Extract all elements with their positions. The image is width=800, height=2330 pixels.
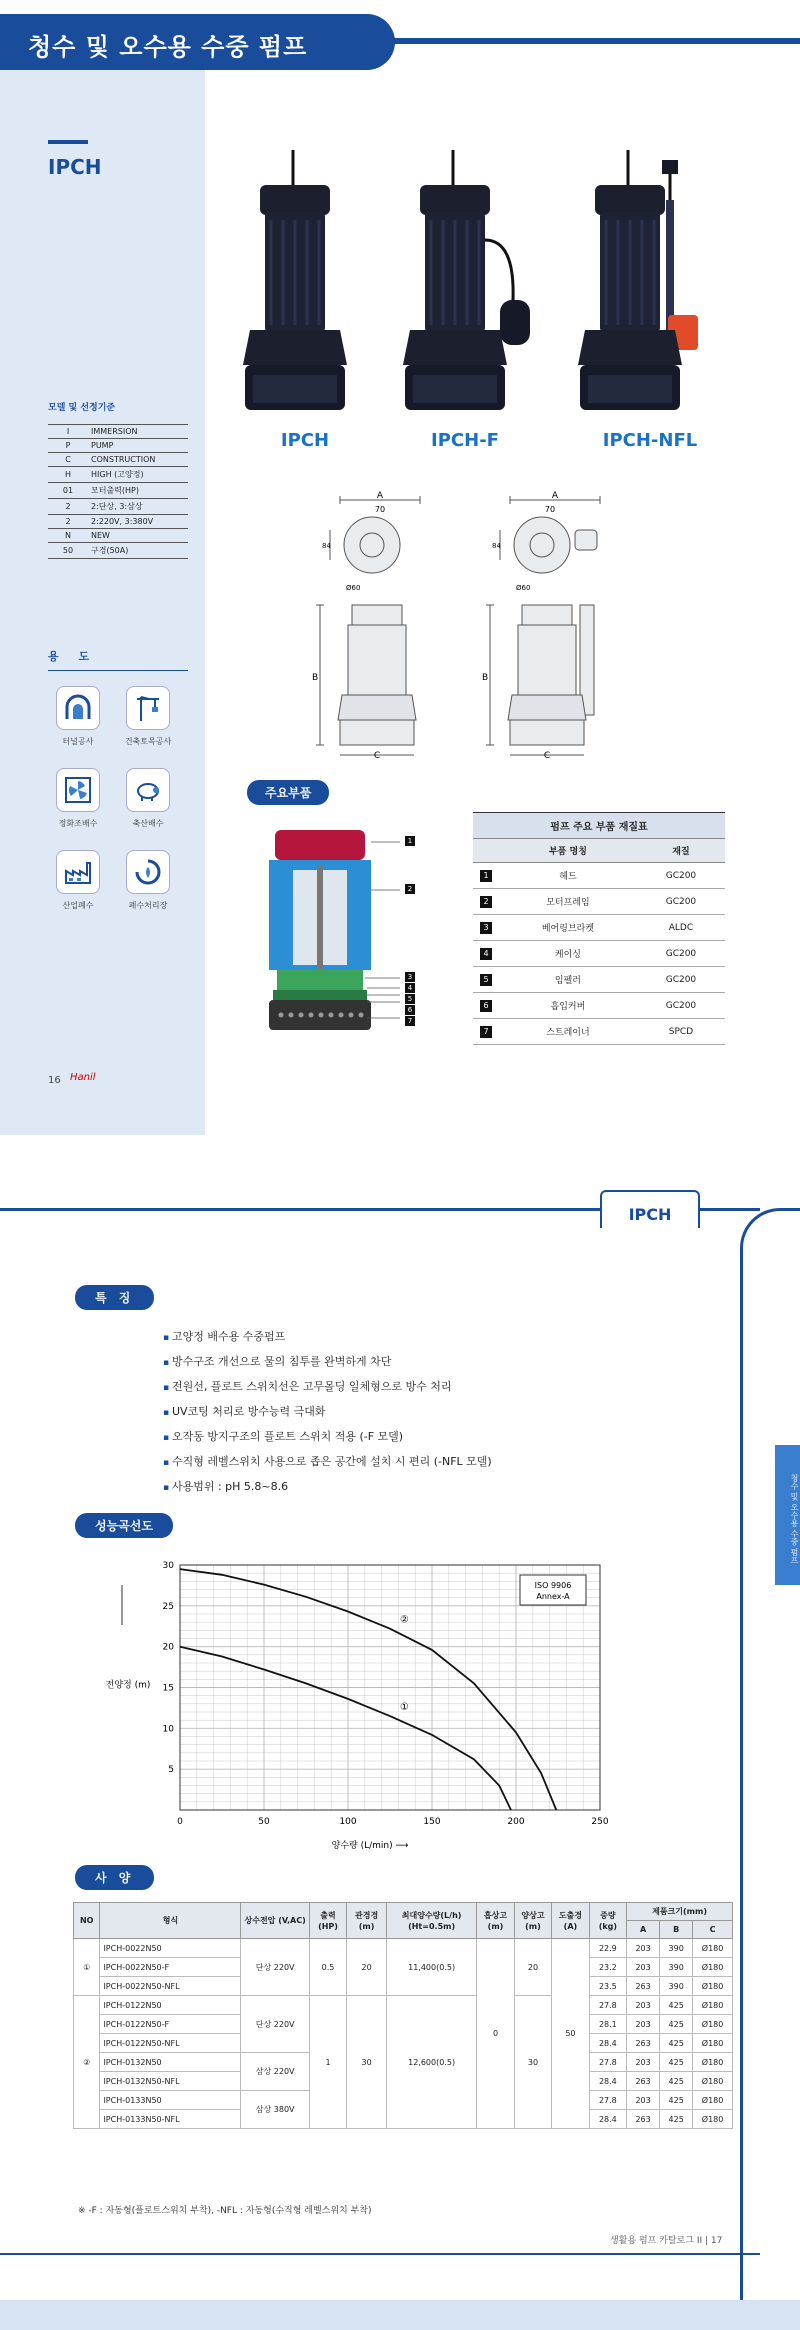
spec-head-cell: 30 xyxy=(514,1996,551,2129)
model-heading: IPCH xyxy=(48,155,102,179)
pump-label-ipch-nfl: IPCH-NFL xyxy=(602,430,698,451)
spec-weight-cell: 27.8 xyxy=(589,2053,626,2072)
y-axis-label: 전양정 (m) xyxy=(105,1680,151,1691)
dimension-drawing-ipch-nfl xyxy=(480,490,640,760)
pump-ipch-nfl-image xyxy=(570,150,690,420)
use-label: 건축토목공사 xyxy=(124,737,172,746)
dim-label-phi60: Ø60 xyxy=(516,584,531,592)
spec-weight-cell: 27.8 xyxy=(589,1996,626,2015)
x-tick-label: 200 xyxy=(507,1817,525,1827)
spec-current-cell: 50 xyxy=(552,1939,589,2129)
y-tick-label: 30 xyxy=(162,1561,174,1571)
part-material-cell: GC200 xyxy=(637,941,725,967)
features-list xyxy=(163,1325,492,1500)
dim-label-b: B xyxy=(482,673,489,683)
spec-flow-cell: 12,600(0.5) xyxy=(386,1996,476,2129)
spec-model-cell: IPCH-0122N50 xyxy=(100,1996,241,2015)
code-table-row xyxy=(48,515,188,529)
x-tick-label: 250 xyxy=(591,1817,609,1827)
parts-table-head-no xyxy=(473,839,499,863)
spec-no-cell: ② xyxy=(74,1996,100,2129)
spec-model-cell: IPCH-0122N50-F xyxy=(100,2015,241,2034)
x-axis-label: 양수량 (L/min) ⟶ xyxy=(331,1841,409,1850)
spec-table xyxy=(73,1902,733,2129)
spec-dim-c-cell: Ø180 xyxy=(693,2053,733,2072)
use-label: 산업폐수 xyxy=(62,901,94,910)
spec-table-row xyxy=(74,1996,733,2015)
code-table-row xyxy=(48,425,188,439)
spec-head-weight: 중량 (kg) xyxy=(589,1903,626,1939)
meaning-cell: PUMP xyxy=(88,439,188,453)
part-name-cell: 임펠러 xyxy=(499,967,637,993)
footer-line xyxy=(0,2253,760,2255)
series-line-2 xyxy=(180,1569,556,1810)
part-name-cell: 케이싱 xyxy=(499,941,637,967)
part-number-badge: 6 xyxy=(480,1000,492,1012)
part-no-cell xyxy=(473,889,499,915)
parts-table-head-material: 재질 xyxy=(637,839,725,863)
part-number-marker: 6 xyxy=(405,1005,415,1015)
spec-no-cell: ① xyxy=(74,1939,100,1996)
spec-head-power: 상수전압 (V,AC) xyxy=(241,1903,309,1939)
spec-dim-a-cell: 263 xyxy=(627,1977,660,1996)
curve-pill: 성능곡선도 xyxy=(75,1513,173,1538)
use-label: 축산배수 xyxy=(132,819,164,828)
dim-label-c: C xyxy=(373,751,381,760)
spec-dim-c-cell: Ø180 xyxy=(693,2034,733,2053)
use-label: 정화조배수 xyxy=(58,819,98,828)
part-no-cell xyxy=(473,967,499,993)
annotation-text: ISO 9906 xyxy=(534,1581,572,1590)
spec-dim-a-cell: 263 xyxy=(627,2110,660,2129)
meaning-cell: 2:220V, 3:380V xyxy=(88,515,188,529)
spec-note: ※ -F : 자동형(플로트스위치 부착), -NFL : 자동형(수직형 레벨스위치 부착) xyxy=(78,2206,372,2216)
spec-head-no: NO xyxy=(74,1903,100,1939)
code-table-row xyxy=(48,543,188,559)
pump-cutaway-image xyxy=(255,820,405,1050)
spec-dim-b-cell: 390 xyxy=(660,1977,693,1996)
code-cell: I xyxy=(48,425,88,439)
x-tick-label: 100 xyxy=(339,1817,357,1827)
spec-dim-a-cell: 203 xyxy=(627,2053,660,2072)
spec-head-suction: 흡상고 (m) xyxy=(477,1903,514,1939)
meaning-cell: CONSTRUCTION xyxy=(88,453,188,467)
meaning-cell: 2:단상, 3:삼상 xyxy=(88,499,188,515)
meaning-cell: IMMERSION xyxy=(88,425,188,439)
spec-weight-cell: 23.2 xyxy=(589,1958,626,1977)
use-label: 폐수처리장 xyxy=(128,901,168,910)
spec-power-cell: 삼상 380V xyxy=(241,2091,309,2129)
part-no-cell xyxy=(473,941,499,967)
catalog-page-16 xyxy=(0,0,800,1135)
spec-dim-c-cell: Ø180 xyxy=(693,1977,733,1996)
spec-dim-b-cell: 425 xyxy=(660,2015,693,2034)
spec-dim-c-cell: Ø180 xyxy=(693,2110,733,2129)
spec-model-cell: IPCH-0122N50-NFL xyxy=(100,2034,241,2053)
spec-dim-b-cell: 425 xyxy=(660,2110,693,2129)
spec-dim-b-cell: 425 xyxy=(660,2091,693,2110)
part-number-marker: 5 xyxy=(405,994,415,1004)
pump-ipch-image xyxy=(235,150,355,420)
spec-weight-cell: 28.4 xyxy=(589,2110,626,2129)
meaning-cell: 모터출력(HP) xyxy=(88,483,188,499)
spec-dim-b-cell: 425 xyxy=(660,2072,693,2091)
feature-item: ▪ 방수구조 개선으로 물의 침투를 완벽하게 차단 xyxy=(163,1350,492,1375)
dim-label-84: 84 xyxy=(322,542,331,550)
parts-table-title: 펌프 주요 부품 재질표 xyxy=(473,813,725,839)
spec-weight-cell: 27.8 xyxy=(589,2091,626,2110)
part-material-cell: GC200 xyxy=(637,889,725,915)
spec-table-row xyxy=(74,1939,733,1958)
parts-table-row xyxy=(473,889,725,915)
parts-table-row xyxy=(473,941,725,967)
part-name-cell: 모터프레임 xyxy=(499,889,637,915)
parts-table-row xyxy=(473,967,725,993)
features-pill: 특 징 xyxy=(75,1285,154,1310)
part-material-cell: GC200 xyxy=(637,967,725,993)
dim-label-phi60: Ø60 xyxy=(346,584,361,592)
use-title: 용 도 xyxy=(48,650,98,663)
spec-dim-c-cell: Ø180 xyxy=(693,2072,733,2091)
spec-model-cell: IPCH-0133N50-NFL xyxy=(100,2110,241,2129)
spec-weight-cell: 28.1 xyxy=(589,2015,626,2034)
spec-dim-b-cell: 390 xyxy=(660,1939,693,1958)
spec-weight-cell: 28.4 xyxy=(589,2034,626,2053)
part-number-badge: 2 xyxy=(480,896,492,908)
use-item-industrial xyxy=(48,850,108,940)
parts-table-row xyxy=(473,915,725,941)
meaning-cell: HIGH (고양정) xyxy=(88,467,188,483)
part-material-cell: GC200 xyxy=(637,863,725,889)
y-tick-label: 15 xyxy=(162,1683,174,1694)
part-material-cell: SPCD xyxy=(637,1019,725,1045)
spec-dim-b-cell: 425 xyxy=(660,2034,693,2053)
catalog-page-17 xyxy=(0,1145,800,2330)
part-no-cell xyxy=(473,863,499,889)
performance-chart xyxy=(100,1550,660,1850)
spec-weight-cell: 28.4 xyxy=(589,2072,626,2091)
spec-model-cell: IPCH-0132N50-NFL xyxy=(100,2072,241,2091)
spec-head-head: 양상고 (m) xyxy=(514,1903,551,1939)
spec-head-model: 형식 xyxy=(100,1903,241,1939)
spec-head-dims: 제품크기(mm) xyxy=(627,1903,733,1921)
left-column xyxy=(0,68,205,1135)
brand-logo: Hanil xyxy=(70,1072,96,1083)
pump-label-ipch: IPCH xyxy=(280,430,330,451)
spec-dim-a-cell: 263 xyxy=(627,2034,660,2053)
tunnel-icon xyxy=(56,686,100,730)
part-name-cell: 흡입커버 xyxy=(499,993,637,1019)
frame-curve xyxy=(740,1208,800,2330)
feature-item: ▪ UV코팅 처리로 방수능력 극대화 xyxy=(163,1400,492,1425)
pump-ipch-f-image xyxy=(395,150,515,420)
dim-label-70: 70 xyxy=(374,505,386,514)
model-accent-line xyxy=(48,140,88,144)
y-tick-label: 10 xyxy=(162,1724,174,1735)
spec-dim-c-cell: Ø180 xyxy=(693,1996,733,2015)
part-number-badge: 5 xyxy=(480,974,492,986)
spec-pill: 사 양 xyxy=(75,1865,154,1890)
dim-label-c: C xyxy=(543,751,551,760)
spec-dim-a-cell: 203 xyxy=(627,1996,660,2015)
feature-item: ▪ 사용범위 : pH 5.8~8.6 xyxy=(163,1475,492,1500)
model-tab-label: IPCH xyxy=(628,1205,672,1224)
page-number: 16 xyxy=(48,1075,61,1086)
use-item-construction xyxy=(118,686,178,776)
spec-dim-b-cell: 425 xyxy=(660,2053,693,2072)
spec-head-current: 도출경 (A) xyxy=(552,1903,589,1939)
spec-power-cell: 삼상 220V xyxy=(241,2053,309,2091)
pump-label-ipch-f: IPCH-F xyxy=(431,430,499,451)
meaning-cell: 구경(50A) xyxy=(88,543,188,559)
dim-label-70: 70 xyxy=(544,505,556,514)
part-name-cell: 베어링브라켓 xyxy=(499,915,637,941)
spec-dim-a-cell: 203 xyxy=(627,2091,660,2110)
parts-table xyxy=(473,812,725,1045)
part-number-marker: 7 xyxy=(405,1016,415,1026)
code-cell: C xyxy=(48,453,88,467)
part-number-badge: 1 xyxy=(480,870,492,882)
code-cell: 01 xyxy=(48,483,88,499)
spec-head-c: C xyxy=(693,1921,733,1939)
feature-item: ▪ 전원선, 플로트 스위치선은 고무몰딩 일체형으로 방수 처리 xyxy=(163,1375,492,1400)
footer-text: 생활용 펌프 카탈로그 II | 17 xyxy=(610,2236,723,2246)
code-cell: H xyxy=(48,467,88,483)
dim-label-a: A xyxy=(376,491,384,501)
part-number-marker: 1 xyxy=(405,836,415,846)
dim-label-b: B xyxy=(312,673,319,683)
code-table xyxy=(48,424,188,559)
use-item-septic xyxy=(48,768,108,858)
use-item-livestock xyxy=(118,768,178,858)
part-no-cell xyxy=(473,915,499,941)
code-table-row xyxy=(48,439,188,453)
use-item-tunnel xyxy=(48,686,108,776)
parts-table-row xyxy=(473,993,725,1019)
spec-power-cell: 단상 220V xyxy=(241,1996,309,2053)
use-item-wastewater xyxy=(118,850,178,940)
code-table-row xyxy=(48,529,188,543)
part-number-badge: 3 xyxy=(480,922,492,934)
code-table-row xyxy=(48,483,188,499)
dim-label-a: A xyxy=(551,491,559,501)
code-cell: N xyxy=(48,529,88,543)
spec-weight-cell: 22.9 xyxy=(589,1939,626,1958)
x-tick-label: 0 xyxy=(177,1817,183,1827)
spec-head-maxflow: 최대양수량(L/h) (Ht=0.5m) xyxy=(386,1903,476,1939)
code-cell: 50 xyxy=(48,543,88,559)
spec-model-cell: IPCH-0022N50-F xyxy=(100,1958,241,1977)
pig-icon xyxy=(126,768,170,812)
parts-pill: 주요부품 xyxy=(247,780,329,805)
use-label: 터널공사 xyxy=(62,737,94,746)
spec-dim-a-cell: 203 xyxy=(627,2015,660,2034)
x-tick-label: 50 xyxy=(258,1817,270,1827)
meaning-cell: NEW xyxy=(88,529,188,543)
spec-model-cell: IPCH-0022N50 xyxy=(100,1939,241,1958)
spec-dim-c-cell: Ø180 xyxy=(693,1939,733,1958)
annotation-text: Annex-A xyxy=(536,1592,570,1601)
part-name-cell: 스트레이너 xyxy=(499,1019,637,1045)
spec-dim-b-cell: 425 xyxy=(660,1996,693,2015)
y-tick-label: 20 xyxy=(162,1642,174,1653)
dimension-drawing-ipch xyxy=(310,490,460,760)
y-tick-label: 5 xyxy=(168,1765,174,1776)
part-number-badge: 7 xyxy=(480,1026,492,1038)
spec-head-output: 출력 (HP) xyxy=(309,1903,346,1939)
spec-dim-c-cell: Ø180 xyxy=(693,1958,733,1977)
series-label-2: ② xyxy=(400,1614,409,1626)
feature-item: ▪ 오작동 방지구조의 플로트 스위치 적용 (-F 모델) xyxy=(163,1425,492,1450)
code-table-row xyxy=(48,467,188,483)
crane-icon xyxy=(126,686,170,730)
factory-icon xyxy=(56,850,100,894)
spec-output-cell: 1 xyxy=(309,1996,346,2129)
spec-dim-c-cell: Ø180 xyxy=(693,2091,733,2110)
fan-icon xyxy=(56,768,100,812)
x-tick-label: 150 xyxy=(423,1817,441,1827)
spec-suction-cell: 0 xyxy=(477,1939,514,2129)
parts-table-row xyxy=(473,1019,725,1045)
part-no-cell xyxy=(473,993,499,1019)
spec-head-b: B xyxy=(660,1921,693,1939)
performance-chart-svg xyxy=(100,1550,660,1850)
code-cell: P xyxy=(48,439,88,453)
part-no-cell xyxy=(473,1019,499,1045)
part-number-badge: 4 xyxy=(480,948,492,960)
spec-dim-a-cell: 263 xyxy=(627,2072,660,2091)
spec-flow-cell: 11,400(0.5) xyxy=(386,1939,476,1996)
recycle-icon xyxy=(126,850,170,894)
part-number-marker: 2 xyxy=(405,884,415,894)
page-title: 청수 및 오수용 수중 펌프 xyxy=(28,33,308,61)
part-material-cell: ALDC xyxy=(637,915,725,941)
spec-output-cell: 0.5 xyxy=(309,1939,346,1996)
part-number-marker: 3 xyxy=(405,972,415,982)
feature-item: ▪ 고양정 배수용 수중펌프 xyxy=(163,1325,492,1350)
parts-table-row xyxy=(473,863,725,889)
spec-weight-cell: 23.5 xyxy=(589,1977,626,1996)
spec-model-cell: IPCH-0132N50 xyxy=(100,2053,241,2072)
spec-dim-c-cell: Ø180 xyxy=(693,2015,733,2034)
part-name-cell: 헤드 xyxy=(499,863,637,889)
code-table-row xyxy=(48,453,188,467)
spec-head-bore: 관경경 (m) xyxy=(347,1903,387,1939)
part-number-marker: 4 xyxy=(405,983,415,993)
spec-head-cell: 20 xyxy=(514,1939,551,1996)
part-material-cell: GC200 xyxy=(637,993,725,1019)
code-table-row xyxy=(48,499,188,515)
code-table-title: 모델 및 선정기준 xyxy=(48,403,116,413)
footer-band xyxy=(0,2300,800,2330)
parts-table-head-name: 부품 명칭 xyxy=(499,839,637,863)
use-divider xyxy=(48,670,188,671)
side-tab: 청수 및 오수용 수중 펌프 xyxy=(775,1445,800,1585)
spec-model-cell: IPCH-0022N50-NFL xyxy=(100,1977,241,1996)
spec-model-cell: IPCH-0133N50 xyxy=(100,2091,241,2110)
spec-power-cell: 단상 220V xyxy=(241,1939,309,1996)
code-cell: 2 xyxy=(48,499,88,515)
dim-label-84: 84 xyxy=(492,542,501,550)
spec-dim-a-cell: 203 xyxy=(627,1939,660,1958)
code-cell: 2 xyxy=(48,515,88,529)
series-label-1: ① xyxy=(400,1702,409,1714)
spec-bore-cell: 30 xyxy=(347,1996,387,2129)
spec-head-a: A xyxy=(627,1921,660,1939)
spec-bore-cell: 20 xyxy=(347,1939,387,1996)
spec-dim-a-cell: 203 xyxy=(627,1958,660,1977)
y-tick-label: 25 xyxy=(162,1601,174,1612)
feature-item: ▪ 수직형 레벨스위치 사용으로 좁은 공간에 설치 시 편리 (-NFL 모델) xyxy=(163,1450,492,1475)
spec-dim-b-cell: 390 xyxy=(660,1958,693,1977)
